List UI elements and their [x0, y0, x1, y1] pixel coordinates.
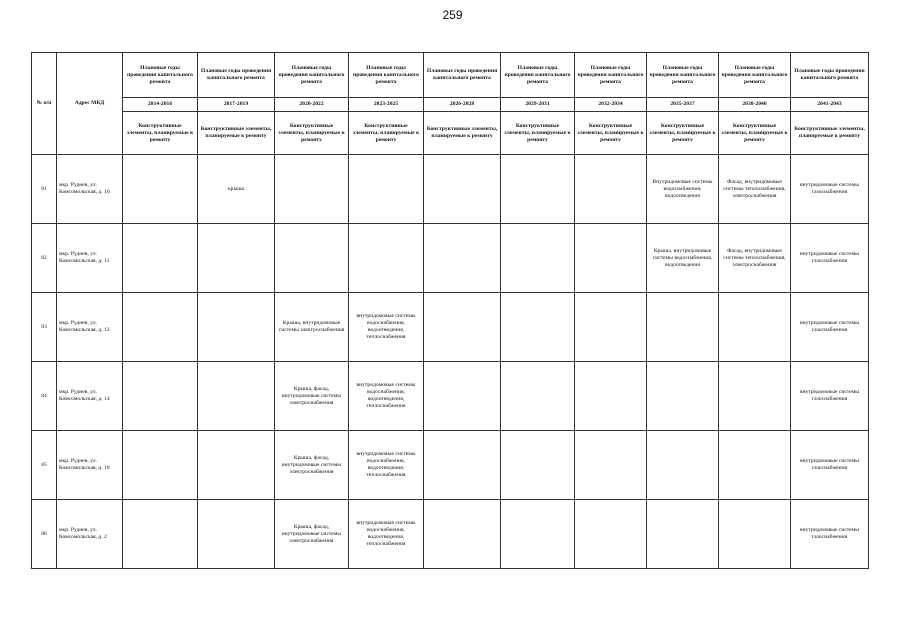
- table-row: [32, 293, 869, 362]
- address-cell: мкр. Руднев, ул. Комсомольская, д. 10: [57, 155, 123, 224]
- repair-elements-cell: [501, 431, 575, 500]
- repair-elements-cell: [647, 293, 719, 362]
- repair-elements-cell: [575, 362, 647, 431]
- repair-elements-cell: [198, 224, 275, 293]
- elements-header: Конструктивные элементы, планируемые к ремонту: [275, 112, 349, 155]
- repair-elements-cell: Крыша, внутридомовые системы водоснабжения, водоотведения: [647, 224, 719, 293]
- repair-elements-cell: [719, 500, 791, 569]
- period-header: Плановые годы проведения капитального ремонта: [719, 53, 791, 98]
- repair-elements-cell: [123, 224, 198, 293]
- elements-header: Конструктивные элементы, планируемые к ремонту: [791, 112, 869, 155]
- period-header: Плановые годы проведения капитального ремонта: [791, 53, 869, 98]
- repair-elements-cell: [424, 224, 501, 293]
- repair-elements-cell: Крыша, фасад, внутридомовые системы электроснабжения: [275, 431, 349, 500]
- repair-elements-cell: [647, 431, 719, 500]
- repair-elements-cell: [275, 224, 349, 293]
- repair-elements-cell: [198, 431, 275, 500]
- year-range: 2014-2016: [123, 98, 198, 112]
- repair-elements-cell: внутридомовые системы газоснабжения: [791, 155, 869, 224]
- period-header: Плановые годы проведения капитального ремонта: [349, 53, 424, 98]
- address-cell: мкр. Руднев, ул. Комсомольская, д. 2: [57, 500, 123, 569]
- table-row: [32, 224, 869, 293]
- repair-elements-cell: [501, 155, 575, 224]
- repair-elements-cell: внутридомовые системы водоснабжения, водоотведения, теплоснабжения: [349, 293, 424, 362]
- repair-elements-cell: [424, 431, 501, 500]
- row-number: 86: [32, 500, 57, 569]
- repair-elements-cell: Внутридомовые системы водоснабжения, водоотведения: [647, 155, 719, 224]
- period-header: Плановые годы проведения капитального ремонта: [424, 53, 501, 98]
- repair-elements-cell: Крыша, фасад, внутридомовые системы электроснабжения: [275, 362, 349, 431]
- period-header: Плановые годы проведения капитального ремонта: [123, 53, 198, 98]
- period-header: Плановые годы проведения капитального ремонта: [575, 53, 647, 98]
- repair-elements-cell: Фасад, внутридомовые системы теплоснабжения, электроснабжения: [719, 155, 791, 224]
- year-range: 2029-2031: [501, 98, 575, 112]
- year-range: 2020-2022: [275, 98, 349, 112]
- repair-elements-cell: [575, 224, 647, 293]
- repair-elements-cell: внутридомовые системы газоснабжения: [791, 293, 869, 362]
- repair-elements-cell: [424, 155, 501, 224]
- page-number: 259: [442, 8, 463, 22]
- table-row: [32, 431, 869, 500]
- repair-elements-cell: [575, 293, 647, 362]
- table-row: [32, 500, 869, 569]
- repair-elements-cell: [123, 155, 198, 224]
- period-header: Плановые годы проведения капитального ремонта: [501, 53, 575, 98]
- row-number: 85: [32, 431, 57, 500]
- address-cell: мкр. Руднев, ул. Комсомольская, д. 18: [57, 431, 123, 500]
- repair-elements-cell: [198, 293, 275, 362]
- repair-elements-cell: [501, 293, 575, 362]
- repair-elements-cell: [501, 500, 575, 569]
- address-cell: мкр. Руднев, ул. Комсомольская, д. 11: [57, 224, 123, 293]
- address-cell: мкр. Руднев, ул. Комсомольская, д. 14: [57, 362, 123, 431]
- repair-elements-cell: [501, 224, 575, 293]
- repair-elements-cell: [719, 431, 791, 500]
- repair-elements-cell: [575, 431, 647, 500]
- elements-header: Конструктивные элементы, планируемые к ремонту: [719, 112, 791, 155]
- repair-elements-cell: [719, 362, 791, 431]
- num-header: № п/п: [32, 53, 57, 155]
- elements-header: Конструктивные элементы, планируемые к ремонту: [123, 112, 198, 155]
- repair-elements-cell: [349, 224, 424, 293]
- repair-elements-cell: внутридомовые системы водоснабжения, водоотведения, теплоснабжения: [349, 500, 424, 569]
- year-range: 2026-2028: [424, 98, 501, 112]
- elements-header: Конструктивные элементы, планируемые к ремонту: [501, 112, 575, 155]
- elements-header: Конструктивные элементы, планируемые к ремонту: [647, 112, 719, 155]
- repair-elements-cell: внутридомовые системы газоснабжения: [791, 362, 869, 431]
- repair-elements-cell: [123, 362, 198, 431]
- repair-elements-cell: [501, 362, 575, 431]
- address-cell: мкр. Руднев, ул. Комсомольская, д. 12: [57, 293, 123, 362]
- repair-elements-cell: [198, 500, 275, 569]
- elements-header: Конструктивные элементы, планируемые к ремонту: [349, 112, 424, 155]
- table-row: [32, 155, 869, 224]
- row-number: 84: [32, 362, 57, 431]
- year-range: 2017-2019: [198, 98, 275, 112]
- repair-elements-cell: [719, 293, 791, 362]
- repair-elements-cell: внутридомовые системы газоснабжения: [791, 431, 869, 500]
- repair-elements-cell: [123, 500, 198, 569]
- row-number: 83: [32, 293, 57, 362]
- repair-elements-cell: [647, 362, 719, 431]
- period-header: Плановые годы проведения капитального ремонта: [647, 53, 719, 98]
- period-header: Плановые годы проведения капитального ремонта: [198, 53, 275, 98]
- repair-elements-cell: [424, 293, 501, 362]
- table-row: [32, 362, 869, 431]
- year-range: 2032-2034: [575, 98, 647, 112]
- repair-elements-cell: Крыша, фасад, внутридомовые системы электроснабжения: [275, 500, 349, 569]
- repair-elements-cell: [575, 155, 647, 224]
- capital-repair-table: [31, 52, 869, 569]
- repair-elements-cell: Крыша, внутридомовые системы электроснабжения: [275, 293, 349, 362]
- repair-elements-cell: [575, 500, 647, 569]
- repair-elements-cell: [424, 500, 501, 569]
- repair-elements-cell: крыша: [198, 155, 275, 224]
- repair-elements-cell: Фасад, внутридомовые системы теплоснабжения, электроснабжения: [719, 224, 791, 293]
- repair-elements-cell: [198, 362, 275, 431]
- year-range: 2023-2025: [349, 98, 424, 112]
- repair-elements-cell: [123, 293, 198, 362]
- elements-header: Конструктивные элементы, планируемые к ремонту: [575, 112, 647, 155]
- repair-elements-cell: [349, 155, 424, 224]
- repair-elements-cell: [424, 362, 501, 431]
- row-number: 82: [32, 224, 57, 293]
- elements-header: Конструктивные элементы, планируемые к ремонту: [198, 112, 275, 155]
- year-range: 2038-2040: [719, 98, 791, 112]
- year-range: 2035-2037: [647, 98, 719, 112]
- address-header: Адрес МКД: [57, 53, 123, 155]
- elements-header: Конструктивные элементы, планируемые к ремонту: [424, 112, 501, 155]
- period-header: Плановые годы проведения капитального ремонта: [275, 53, 349, 98]
- repair-elements-cell: [123, 431, 198, 500]
- repair-elements-cell: внутридомовые системы газоснабжения: [791, 224, 869, 293]
- repair-elements-cell: внутридомовые системы водоснабжения, водоотведения, теплоснабжения: [349, 362, 424, 431]
- repair-elements-cell: внутридомовые системы водоснабжения, водоотведения, теплоснабжения: [349, 431, 424, 500]
- repair-elements-cell: [647, 500, 719, 569]
- repair-elements-cell: внутридомовые системы газоснабжения: [791, 500, 869, 569]
- repair-elements-cell: [275, 155, 349, 224]
- row-number: 81: [32, 155, 57, 224]
- year-range: 2041-2043: [791, 98, 869, 112]
